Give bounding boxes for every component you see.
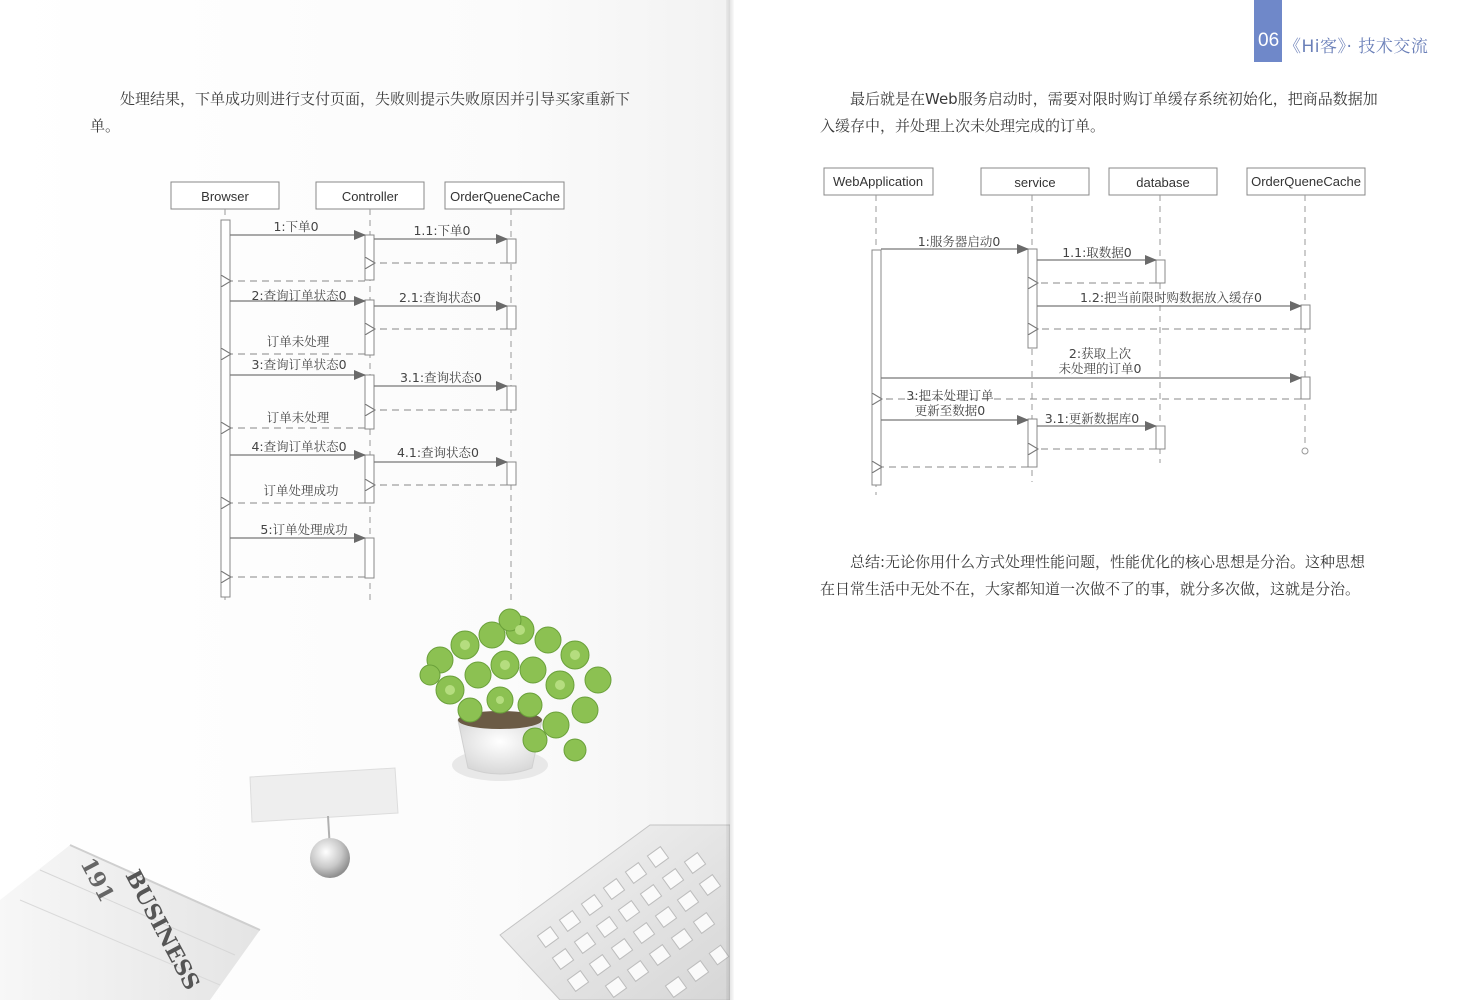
activation-cache-2 xyxy=(507,306,516,329)
activation-service-1 xyxy=(1028,249,1037,348)
msg-label-1: 1:下单0 xyxy=(273,219,319,234)
msg-label-3-1: 3.1:查询状态0 xyxy=(399,370,483,385)
activation-controller-5 xyxy=(365,538,374,578)
r-msg-label-3a: 3:把未处理订单 xyxy=(906,388,994,403)
left-sequence-diagram xyxy=(0,0,730,620)
participant-controller: Controller xyxy=(341,189,399,204)
potted-plant xyxy=(420,609,611,781)
activation-controller-3 xyxy=(365,375,374,429)
right-sequence-diagram xyxy=(730,0,1461,520)
participant-browser: Browser xyxy=(201,189,249,204)
right-paragraph-2: 总结:无论你用什么方式处理性能问题，性能优化的核心思想是分治。这种思想在日常生活中无处不在，大家都知道一次做不了的事，就分多次做，这就是分治。 xyxy=(820,553,1366,598)
activation-cache-r-2 xyxy=(1301,377,1310,399)
rolled-newspaper xyxy=(0,845,260,1000)
msg-label-4-1: 4.1:查询状态0 xyxy=(396,445,480,460)
msg-label-2-1: 2.1:查询状态0 xyxy=(398,290,482,305)
activation-controller-4 xyxy=(365,455,374,503)
keyboard xyxy=(500,825,730,1000)
newspaper-text: BUSINESS xyxy=(119,865,205,995)
r-msg-label-1-1: 1.1:取数据0 xyxy=(1062,245,1132,260)
participant-service: service xyxy=(1014,175,1056,190)
r-msg-label-1-2: 1.2:把当前限时购数据放入缓存0 xyxy=(1079,290,1263,305)
msg-label-4: 4:查询订单状态0 xyxy=(251,439,347,454)
msg-label-1-1: 1.1:下单0 xyxy=(413,223,471,238)
activation-database-1 xyxy=(1156,260,1165,283)
activation-cache-3 xyxy=(507,386,516,410)
msg-label-3: 3:查询订单状态0 xyxy=(251,357,347,372)
ret-label-4: 订单处理成功 xyxy=(263,483,339,498)
activation-controller-2 xyxy=(365,300,374,355)
msg-label-2: 2:查询订单状态0 xyxy=(251,288,347,303)
activation-browser xyxy=(221,220,230,597)
left-paragraph: 处理结果，下单成功则进行支付页面，失败则提示失败原因并引导买家重新下单。 xyxy=(90,90,631,135)
left-page xyxy=(0,0,730,1000)
participant-orderquenecache-r: OrderQueneCache xyxy=(1251,174,1361,189)
activation-service-2 xyxy=(1028,419,1037,467)
header-title: 《Hi客》· 技术交流 xyxy=(1284,37,1429,57)
activation-database-2 xyxy=(1156,426,1165,449)
card-holder xyxy=(250,768,398,878)
page-number: 06 xyxy=(1258,30,1280,51)
activation-cache-4 xyxy=(507,462,516,485)
ret-label-2: 订单未处理 xyxy=(266,334,330,349)
participant-webapplication: WebApplication xyxy=(832,174,924,189)
activation-cache-1 xyxy=(507,239,516,263)
activation-cache-r-1 xyxy=(1301,305,1310,329)
right-paragraph-1: 最后就是在Web服务启动时，需要对限时购订单缓存系统初始化，把商品数据加入缓存中，并处理上次未处理完成的订单。 xyxy=(820,90,1378,135)
activation-controller-1 xyxy=(365,235,374,280)
r-msg-label-2b: 未处理的订单0 xyxy=(1058,361,1142,376)
r-msg-label-3-1: 3.1:更新数据库0 xyxy=(1044,411,1140,426)
msg-label-5: 5:订单处理成功 xyxy=(260,522,348,537)
r-msg-label-2a: 2:获取上次 xyxy=(1068,346,1132,361)
participant-database: database xyxy=(1136,175,1190,190)
newspaper-number: 191 xyxy=(74,853,120,907)
ret-label-3: 订单未处理 xyxy=(266,410,330,425)
desk-photo xyxy=(0,600,730,1000)
lifeline-end-marker xyxy=(1302,448,1308,454)
r-msg-label-3b: 更新至数据0 xyxy=(914,403,986,418)
participant-orderquenecache: OrderQueneCache xyxy=(450,189,560,204)
r-msg-label-1: 1:服务器启动0 xyxy=(917,234,1001,249)
activation-webapplication xyxy=(872,250,881,485)
